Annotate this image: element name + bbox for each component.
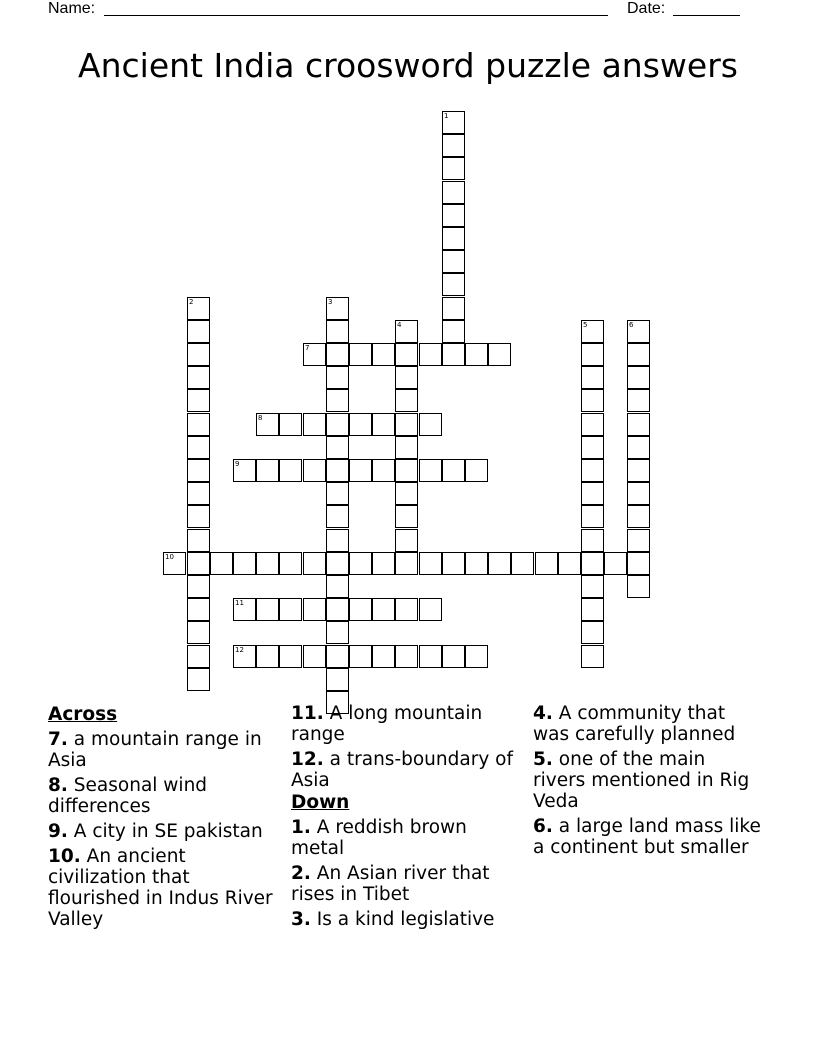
clue-text: A reddish brown metal	[291, 817, 467, 859]
cell-number: 4	[397, 321, 402, 329]
grid-cell[interactable]	[535, 552, 558, 575]
grid-cell[interactable]	[395, 366, 418, 389]
page-title: Ancient India croosword puzzle answers	[78, 46, 738, 85]
across-heading: Across	[48, 704, 118, 725]
grid-cell[interactable]	[326, 529, 349, 552]
down-heading: Down	[291, 792, 350, 813]
grid-cell[interactable]	[187, 575, 210, 598]
grid-cell[interactable]	[627, 389, 650, 412]
grid-cell[interactable]	[465, 343, 488, 366]
grid-cell[interactable]	[627, 482, 650, 505]
grid-cell[interactable]	[627, 459, 650, 482]
grid-cell[interactable]	[187, 297, 210, 320]
grid-cell[interactable]	[187, 621, 210, 644]
grid-cell[interactable]	[187, 320, 210, 343]
grid-cell[interactable]	[627, 575, 650, 598]
clue-number: 12.	[291, 749, 324, 770]
name-label: Name:	[48, 0, 96, 17]
grid-cell[interactable]	[326, 552, 349, 575]
grid-cell[interactable]	[279, 459, 302, 482]
clue-down-5	[533, 749, 763, 812]
grid-cell[interactable]	[488, 552, 511, 575]
grid-cell[interactable]	[442, 181, 465, 204]
grid-cell[interactable]	[395, 459, 418, 482]
grid-cell[interactable]	[442, 273, 465, 296]
clue-number: 3.	[291, 909, 311, 930]
grid-cell[interactable]	[442, 227, 465, 250]
grid-cell[interactable]	[581, 645, 604, 668]
grid-cell[interactable]	[395, 529, 418, 552]
clue-text: A long mountain range	[291, 703, 483, 745]
grid-cell[interactable]	[187, 529, 210, 552]
grid-cell[interactable]	[581, 343, 604, 366]
grid-cell[interactable]	[326, 389, 349, 412]
cell-number: 6	[629, 321, 634, 329]
clue-text: A community that was carefully planned	[533, 703, 736, 745]
grid-cell[interactable]	[187, 459, 210, 482]
grid-cell[interactable]	[442, 134, 465, 157]
grid-cell[interactable]	[581, 389, 604, 412]
grid-cell[interactable]	[419, 645, 442, 668]
grid-cell[interactable]	[395, 505, 418, 528]
grid-cell[interactable]	[233, 645, 256, 668]
grid-cell[interactable]	[326, 413, 349, 436]
clue-number: 11.	[291, 703, 324, 724]
grid-cell[interactable]	[442, 297, 465, 320]
grid-cell[interactable]	[627, 529, 650, 552]
grid-cell[interactable]	[256, 598, 279, 621]
grid-cell[interactable]	[419, 459, 442, 482]
grid-cell[interactable]	[326, 645, 349, 668]
grid-cell[interactable]	[442, 552, 465, 575]
grid-cell[interactable]	[256, 413, 279, 436]
grid-cell[interactable]	[442, 343, 465, 366]
cell-number: 2	[189, 298, 194, 306]
grid-cell[interactable]	[326, 343, 349, 366]
clue-number: 9.	[48, 821, 68, 842]
grid-cell[interactable]	[395, 552, 418, 575]
grid-cell[interactable]	[627, 505, 650, 528]
grid-cell[interactable]	[419, 343, 442, 366]
grid-cell[interactable]	[349, 645, 372, 668]
clue-across-7	[48, 729, 278, 771]
clues-column-1	[48, 703, 278, 934]
grid-cell[interactable]	[303, 598, 326, 621]
grid-cell[interactable]	[465, 552, 488, 575]
grid-cell[interactable]	[442, 459, 465, 482]
grid-cell[interactable]	[627, 366, 650, 389]
grid-cell[interactable]	[256, 552, 279, 575]
grid-cell[interactable]	[349, 552, 372, 575]
cell-number: 10	[165, 553, 174, 561]
grid-cell[interactable]	[627, 413, 650, 436]
grid-cell[interactable]	[372, 645, 395, 668]
clue-text: An ancient civilization that flourished in Indus River Valley	[48, 846, 273, 930]
grid-cell[interactable]	[279, 645, 302, 668]
clue-number: 1.	[291, 817, 311, 838]
grid-cell[interactable]	[187, 413, 210, 436]
grid-cell[interactable]	[442, 157, 465, 180]
clue-down-6	[533, 816, 763, 858]
grid-cell[interactable]	[187, 436, 210, 459]
grid-cell[interactable]	[326, 575, 349, 598]
grid-cell[interactable]	[326, 598, 349, 621]
grid-cell[interactable]	[187, 552, 210, 575]
grid-cell[interactable]	[279, 598, 302, 621]
grid-cell[interactable]	[395, 482, 418, 505]
grid-cell[interactable]	[372, 343, 395, 366]
grid-cell[interactable]	[627, 320, 650, 343]
grid-cell[interactable]	[395, 320, 418, 343]
clue-number: 7.	[48, 729, 68, 750]
clue-number: 8.	[48, 775, 68, 796]
grid-cell[interactable]	[326, 297, 349, 320]
grid-cell[interactable]	[395, 598, 418, 621]
clue-across-8	[48, 775, 278, 817]
grid-cell[interactable]	[581, 575, 604, 598]
clue-across-10	[48, 846, 278, 930]
clue-down-1	[291, 817, 521, 859]
grid-cell[interactable]	[349, 598, 372, 621]
cell-number: 12	[235, 646, 244, 654]
clues-column-2	[291, 703, 521, 934]
grid-cell[interactable]	[581, 482, 604, 505]
grid-cell[interactable]	[326, 505, 349, 528]
grid-cell[interactable]	[419, 552, 442, 575]
cell-number: 9	[235, 460, 240, 468]
grid-cell[interactable]	[233, 459, 256, 482]
grid-cell[interactable]	[187, 598, 210, 621]
clue-text: An Asian river that rises in Tibet	[291, 863, 490, 905]
grid-cell[interactable]	[303, 413, 326, 436]
grid-cell[interactable]	[326, 366, 349, 389]
grid-cell[interactable]	[395, 343, 418, 366]
grid-cell[interactable]	[256, 645, 279, 668]
grid-cell[interactable]	[581, 598, 604, 621]
grid-cell[interactable]	[372, 459, 395, 482]
grid-cell[interactable]	[163, 552, 186, 575]
grid-cell[interactable]	[581, 529, 604, 552]
grid-cell[interactable]	[442, 320, 465, 343]
clue-text: Is a kind legislative	[316, 909, 495, 930]
grid-cell[interactable]	[187, 389, 210, 412]
clue-across-11	[291, 703, 521, 745]
grid-cell[interactable]	[627, 552, 650, 575]
grid-cell[interactable]	[303, 459, 326, 482]
grid-cell[interactable]	[627, 343, 650, 366]
clue-text: one of the main rivers mentioned in Rig Veda	[533, 749, 750, 812]
grid-cell[interactable]	[419, 413, 442, 436]
grid-cell[interactable]	[395, 436, 418, 459]
grid-cell[interactable]	[511, 552, 534, 575]
grid-cell[interactable]	[233, 598, 256, 621]
grid-cell[interactable]	[210, 552, 233, 575]
clues-column-3	[533, 703, 763, 862]
clue-down-4	[533, 703, 763, 745]
clue-number: 10.	[48, 846, 81, 867]
grid-cell[interactable]	[488, 343, 511, 366]
grid-cell[interactable]	[303, 343, 326, 366]
clue-number: 6.	[533, 816, 553, 837]
grid-cell[interactable]	[187, 366, 210, 389]
grid-cell[interactable]	[372, 413, 395, 436]
grid-cell[interactable]	[442, 645, 465, 668]
grid-cell[interactable]	[187, 645, 210, 668]
cell-number: 11	[235, 599, 244, 607]
grid-cell[interactable]	[326, 482, 349, 505]
cell-number: 3	[328, 298, 333, 306]
cell-number: 1	[444, 112, 449, 120]
grid-cell[interactable]	[581, 366, 604, 389]
grid-cell[interactable]	[326, 436, 349, 459]
grid-cell[interactable]	[442, 250, 465, 273]
date-label: Date:	[627, 0, 666, 17]
clue-text: Seasonal wind differences	[48, 775, 208, 817]
grid-cell[interactable]	[349, 413, 372, 436]
cell-number: 8	[258, 414, 263, 422]
grid-cell[interactable]	[581, 413, 604, 436]
grid-cell[interactable]	[187, 668, 210, 691]
grid-cell[interactable]	[627, 436, 650, 459]
grid-cell[interactable]	[442, 111, 465, 134]
cell-number: 7	[305, 344, 310, 352]
grid-cell[interactable]	[395, 389, 418, 412]
grid-cell[interactable]	[187, 343, 210, 366]
grid-cell[interactable]	[581, 621, 604, 644]
grid-cell[interactable]	[372, 598, 395, 621]
grid-cell[interactable]	[465, 459, 488, 482]
clue-text: a large land mass like a continent but smaller	[533, 816, 761, 858]
grid-cell[interactable]	[395, 413, 418, 436]
grid-cell[interactable]	[581, 552, 604, 575]
grid-cell[interactable]	[349, 459, 372, 482]
clue-across-9	[48, 821, 278, 842]
grid-cell[interactable]	[303, 552, 326, 575]
grid-cell[interactable]	[326, 459, 349, 482]
grid-cell[interactable]	[604, 552, 627, 575]
grid-cell[interactable]	[581, 505, 604, 528]
grid-cell[interactable]	[279, 552, 302, 575]
clue-number: 4.	[533, 703, 553, 724]
clue-text: A city in SE pakistan	[73, 821, 263, 842]
grid-cell[interactable]	[442, 204, 465, 227]
clue-down-3	[291, 909, 521, 930]
grid-cell[interactable]	[326, 668, 349, 691]
grid-cell[interactable]	[256, 459, 279, 482]
clue-text: a mountain range in Asia	[48, 729, 262, 771]
grid-cell[interactable]	[465, 645, 488, 668]
grid-cell[interactable]	[419, 598, 442, 621]
clue-across-12	[291, 749, 521, 791]
cell-number: 5	[583, 321, 588, 329]
grid-cell[interactable]	[581, 320, 604, 343]
grid-cell[interactable]	[581, 459, 604, 482]
clue-down-2	[291, 863, 521, 905]
grid-cell[interactable]	[558, 552, 581, 575]
clue-number: 2.	[291, 863, 311, 884]
grid-cell[interactable]	[349, 343, 372, 366]
grid-cell[interactable]	[372, 552, 395, 575]
grid-cell[interactable]	[303, 645, 326, 668]
clue-number: 5.	[533, 749, 553, 770]
grid-cell[interactable]	[395, 645, 418, 668]
clue-text: a trans-boundary of Asia	[291, 749, 513, 791]
grid-cell[interactable]	[187, 505, 210, 528]
grid-cell[interactable]	[233, 552, 256, 575]
grid-cell[interactable]	[326, 320, 349, 343]
grid-cell[interactable]	[326, 621, 349, 644]
grid-cell[interactable]	[581, 436, 604, 459]
grid-cell[interactable]	[279, 413, 302, 436]
grid-cell[interactable]	[187, 482, 210, 505]
